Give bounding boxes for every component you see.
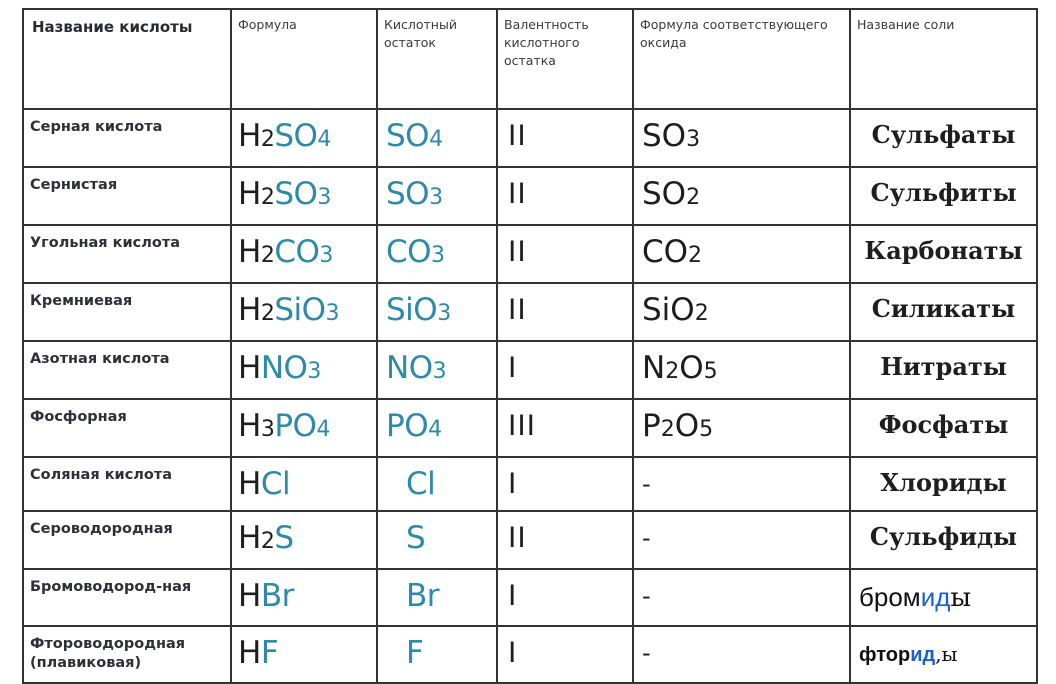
salt-cell [850,283,1037,341]
acid-name: Серная кислота [30,119,163,135]
table-row [23,569,1037,626]
salt-ending: ,ы [935,642,958,666]
acid-name-cell [23,283,231,341]
acid-name: Угольная кислота [30,235,181,251]
residue-cell [377,511,497,569]
acid-residue [378,512,496,564]
formula-hydrogen-index: 2 [260,243,275,268]
acid-formula [232,570,376,622]
acid-name: Сероводородная [30,521,173,537]
residue-symbol: PO [386,408,429,444]
salt-cell [850,167,1037,225]
oxide-index: 3 [686,127,701,152]
acid-residue [378,226,496,282]
salt-root: фтор [859,644,911,666]
table-row [23,626,1037,683]
oxide-part-2: O [679,350,704,386]
salt-name: Нитраты [880,352,1007,381]
header-row [23,9,1037,109]
salt-cell [850,225,1037,283]
oxide-cell [633,225,850,283]
acid-residue [378,570,496,622]
oxide-formula [634,458,849,510]
acid-name: Фтороводородная (плавиковая) [30,636,186,671]
residue-symbol: Cl [406,466,436,502]
oxide-index: 2 [688,243,703,268]
acid-formula [232,284,376,340]
table-row [23,225,1037,283]
valence: II [508,177,527,210]
acid-formula [232,226,376,282]
salt-ending: ы [950,583,972,613]
oxide-cell [633,569,850,626]
oxide-cell [633,109,850,167]
formula-hydrogen: H [238,520,261,556]
valence-cell [497,457,633,511]
oxide-part: - [642,524,651,552]
residue-index: 4 [428,417,442,442]
oxide-formula [634,284,849,340]
acid-name: Азотная кислота [30,351,170,367]
acid-name-cell [23,225,231,283]
oxide-cell [633,167,850,225]
formula-hydrogen-index: 2 [260,301,275,326]
formula-hydrogen: H [238,176,261,212]
header-valence: Валентность кислотного остатка [497,9,633,109]
header-formula: Формула [231,9,377,109]
formula-residue-part: O [293,118,318,154]
acid-name: Фосфорная [30,409,127,425]
acid-formula [232,400,376,456]
table-row [23,457,1037,511]
acid-formula [232,512,376,568]
formula-hydrogen: H [238,578,261,614]
table-row [23,283,1037,341]
salt-name: Сульфиды [869,522,1018,551]
valence-cell [497,341,633,399]
oxide-cell [633,457,850,511]
formula-residue: SiO [274,292,326,328]
formula-residue: CO [274,234,320,270]
salt-name: Сульфиты [870,178,1017,207]
formula-hydrogen: H [238,635,261,671]
oxide-formula [634,512,849,564]
residue-symbol: Br [406,578,440,614]
acid-name: Соляная кислота [30,467,173,483]
acid-formula [232,110,376,166]
formula-hydrogen: H [238,118,261,154]
formula-hydrogen: H [238,234,261,270]
acid-name-cell [23,341,231,399]
formula-hydrogen-index: 2 [260,529,275,554]
oxide-part: - [642,470,651,498]
salt-name: Карбонаты [864,236,1023,265]
table-body [23,109,1037,683]
residue-index: 3 [437,301,451,326]
formula-cell [231,569,377,626]
formula-residue-index: 3 [307,359,321,384]
valence-cell [497,225,633,283]
salt-name [851,570,1036,625]
table-row [23,109,1037,167]
acid-name-cell [23,109,231,167]
valence-cell [497,569,633,626]
acid-name-cell [23,399,231,457]
formula-residue: S [274,520,294,556]
residue-cell [377,569,497,626]
valence-cell [497,283,633,341]
formula-cell [231,225,377,283]
formula-residue-index: 4 [317,127,331,152]
formula-cell [231,341,377,399]
valence-cell [497,167,633,225]
oxide-index: 2 [665,359,680,384]
valence: III [508,409,537,442]
residue-cell [377,225,497,283]
salt-cell [850,626,1037,683]
oxide-part: - [642,582,651,610]
salt-name: Силикаты [871,294,1016,323]
valence: I [508,636,518,669]
acid-name-cell [23,167,231,225]
valence: II [508,521,527,554]
salt-name: Сульфаты [871,120,1016,149]
salt-name: Хлориды [880,468,1007,497]
oxide-formula [634,226,849,282]
acid-formula [232,168,376,224]
acid-residue [378,110,496,166]
oxide-part: SO [642,118,687,154]
header-acid-name: Название кислоты [23,9,231,109]
table-row [23,399,1037,457]
acid-residue [378,400,496,456]
header-oxide: Формула соответствующего оксида [633,9,850,109]
oxide-index-2: 5 [699,417,714,442]
formula-hydrogen-index: 2 [260,185,275,210]
valence: II [508,235,527,268]
residue-index: 3 [429,185,443,210]
valence: II [508,119,527,152]
acid-name: Сернистая [30,177,118,193]
residue-symbol: NO [386,350,433,386]
salt-cell [850,569,1037,626]
acid-residue [378,342,496,398]
formula-cell [231,626,377,683]
acid-formula [232,342,376,398]
valence-cell [497,399,633,457]
acid-residue [378,168,496,224]
residue-symbol: SO [386,176,430,212]
valence: I [508,579,518,612]
oxide-part: SiO [642,292,695,328]
formula-residue-index: 3 [317,185,331,210]
formula-residue: PO [274,408,317,444]
residue-cell [377,341,497,399]
formula-residue: Cl [260,466,291,502]
salt-suffix: ид [910,644,936,666]
salt-suffix: ид [920,582,951,612]
salt-cell [850,399,1037,457]
residue-symbol: SiO [386,292,438,328]
salt-cell [850,457,1037,511]
formula-cell [231,457,377,511]
table-row [23,341,1037,399]
oxide-formula [634,570,849,622]
residue-cell [377,457,497,511]
oxide-part: P [642,408,661,444]
oxide-cell [633,283,850,341]
acid-name-cell [23,626,231,683]
acid-residue [378,284,496,340]
residue-symbol: F [406,635,424,671]
residue-cell [377,109,497,167]
formula-residue: SO [274,176,318,212]
formula-hydrogen: H [238,292,261,328]
acid-name-cell [23,569,231,626]
salt-name: Фосфаты [878,410,1009,439]
residue-index: 3 [432,359,447,384]
residue-cell [377,167,497,225]
acid-name: Бромоводород-ная [30,579,192,595]
acid-residue [378,627,496,679]
oxide-index: 2 [694,301,709,326]
formula-cell [231,109,377,167]
residue-symbol: CO [386,234,432,270]
formula-cell [231,167,377,225]
oxide-cell [633,399,850,457]
valence-cell [497,626,633,683]
oxide-part-2: O [674,408,700,444]
residue-symbol: SO [386,118,430,154]
oxide-part: N [642,350,666,386]
salt-name [851,627,1036,682]
residue-cell [377,626,497,683]
oxide-formula [634,342,849,398]
salt-cell [850,341,1037,399]
residue-cell [377,399,497,457]
oxide-cell [633,341,850,399]
header-salt-name: Название соли [850,9,1037,109]
formula-cell [231,511,377,569]
acid-name-cell [23,457,231,511]
acid-residue [378,458,496,510]
formula-hydrogen: H [238,408,261,444]
oxide-formula [634,168,849,224]
formula-residue: F [260,635,279,671]
header-residue: Кислотный остаток [377,9,497,109]
residue-cell [377,283,497,341]
oxide-formula [634,110,849,166]
acid-name-cell [23,511,231,569]
formula-hydrogen: H [238,466,261,502]
oxide-formula [634,627,849,679]
oxide-cell [633,626,850,683]
oxide-index: 2 [686,185,701,210]
valence-cell [497,511,633,569]
oxide-index-2: 5 [703,359,718,384]
acid-formula [232,458,376,510]
formula-residue: S [274,118,294,154]
formula-residue-index: 3 [319,243,333,268]
acids-table [22,8,1038,684]
formula-hydrogen: H [238,350,261,386]
oxide-formula [634,400,849,456]
valence: I [508,467,518,500]
formula-residue: NO [260,350,308,386]
residue-symbol: S [406,520,426,556]
acid-name: Кремниевая [30,293,133,309]
salt-root: бром [859,582,921,612]
valence: I [508,351,518,384]
formula-cell [231,399,377,457]
oxide-part: CO [642,234,689,270]
table-row [23,511,1037,569]
formula-hydrogen-index: 2 [260,127,275,152]
oxide-index: 2 [660,417,675,442]
formula-residue-index: 4 [316,417,330,442]
formula-cell [231,283,377,341]
acid-formula [232,627,376,679]
valence: II [508,293,527,326]
salt-cell [850,511,1037,569]
salt-cell [850,109,1037,167]
residue-index: 3 [431,243,445,268]
residue-index: 4 [429,127,443,152]
formula-residue-index: 3 [325,301,340,326]
oxide-part: - [642,639,651,667]
formula-residue: Br [260,578,294,614]
table-row [23,167,1037,225]
formula-hydrogen-index: 3 [260,417,275,442]
oxide-cell [633,511,850,569]
valence-cell [497,109,633,167]
oxide-part: SO [642,176,687,212]
